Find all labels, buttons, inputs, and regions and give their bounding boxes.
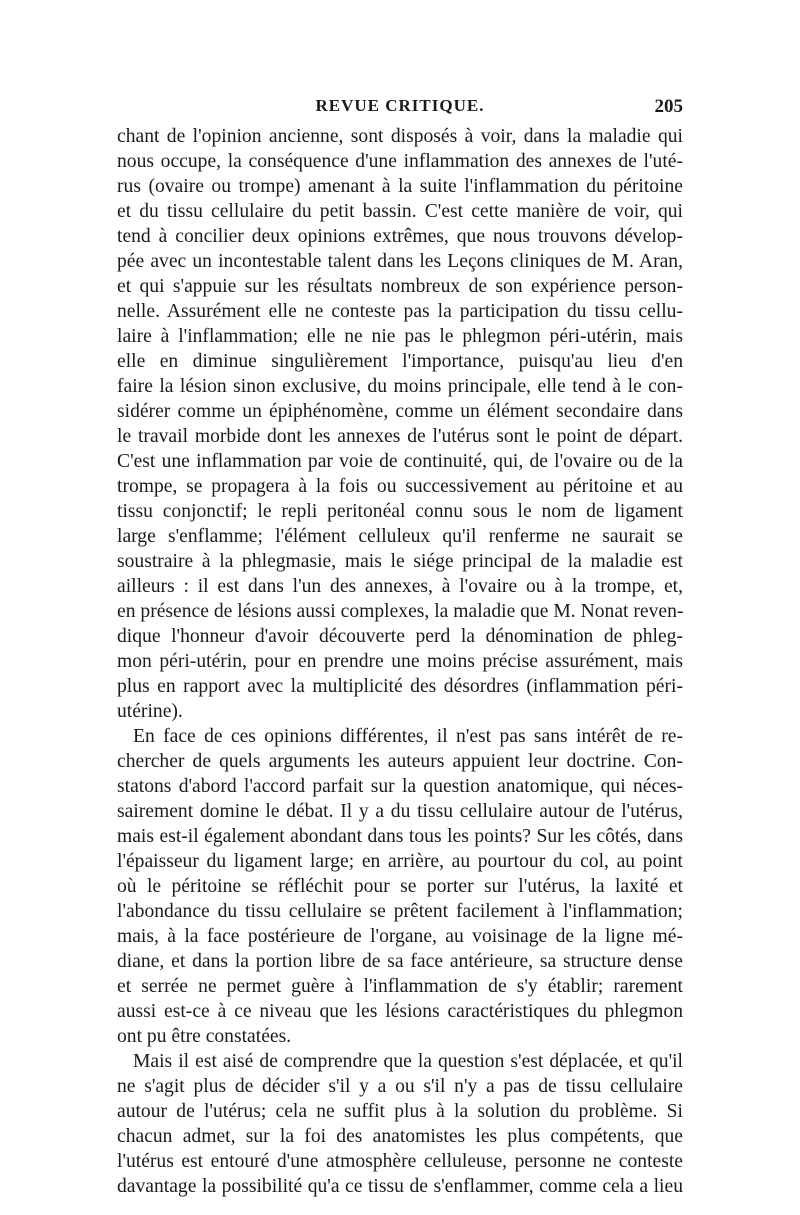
text-line: où le péritoine se réfléchit pour se porter sur l'utérus, la laxité et [117,876,683,897]
text-line: elle en diminue singulièrement l'importance, puisqu'au lieu d'en [117,351,683,372]
text-line: faire la lésion sinon exclusive, du moins principale, elle tend à le con- [117,376,683,397]
text-line: ne s'agit plus de décider s'il y a ou s'il n'y a pas de tissu cellulaire [117,1076,683,1097]
text-line: plus en rapport avec la multiplicité des désordres (inflammation péri- [117,676,683,697]
text-line: mais, à la face postérieure de l'organe, au voisinage de la ligne mé- [117,926,683,947]
text-line: large s'enflamme; l'élément celluleux qu'il renferme ne saurait se [117,526,683,547]
text-line: utérine). [117,701,183,722]
text-line: l'abondance du tissu cellulaire se prêtent facilement à l'inflammation; [117,901,683,922]
text-line: en présence de lésions aussi complexes, la maladie que M. Nonat reven- [117,601,683,622]
text-line: tend à concilier deux opinions extrêmes, que nous trouvons dévelop- [117,226,683,247]
running-title: REVUE CRITIQUE. [315,96,485,115]
text-line: dique l'honneur d'avoir découverte perd la dénomination de phleg- [117,626,683,647]
running-head [117,96,683,120]
text-line: l'épaisseur du ligament large; en arrière, au pourtour du col, au point [117,851,683,872]
text-line: et du tissu cellulaire du petit bassin. C'est cette manière de voir, qui [117,201,683,222]
text-line: rus (ovaire ou trompe) amenant à la suite l'inflammation du péritoine [117,176,683,197]
text-line: et qui s'appuie sur les résultats nombreux de son expérience person- [117,276,683,297]
text-line: En face de ces opinions différentes, il n'est pas sans intérêt de re- [133,726,683,747]
text-line: tissu conjonctif; le repli peritonéal connu sous le nom de ligament [117,501,683,522]
text-line: laire à l'inflammation; elle ne nie pas le phlegmon péri-utérin, mais [117,326,683,347]
text-line: Mais il est aisé de comprendre que la question s'est déplacée, et qu'il [133,1051,683,1072]
text-line: autour de l'utérus; cela ne suffit plus à la solution du problème. Si [117,1101,683,1122]
text-line: C'est une inflammation par voie de continuité, qui, de l'ovaire ou de la [117,451,683,472]
text-line: ont pu être constatées. [117,1026,292,1047]
text-line: chant de l'opinion ancienne, sont disposés à voir, dans la maladie qui [117,126,683,147]
text-line: l'utérus est entouré d'une atmosphère celluleuse, personne ne conteste [117,1151,683,1172]
text-line: chacun admet, sur la foi des anatomistes les plus compétents, que [117,1126,683,1147]
text-line: ailleurs : il est dans l'un des annexes, à l'ovaire ou à la trompe, et, [117,576,683,597]
text-line: nous occupe, la conséquence d'une inflammation des annexes de l'uté- [117,151,683,172]
text-line: pée avec un incontestable talent dans les Leçons cliniques de M. Aran, [117,251,683,272]
text-line: trompe, se propagera à la fois ou successivement au péritoine et au [117,476,683,497]
page-number: 205 [654,96,683,117]
text-line: nelle. Assurément elle ne conteste pas la participation du tissu cellu- [117,301,683,322]
text-line: sidérer comme un épiphénomène, comme un élément secondaire dans [117,401,683,422]
text-line: davantage la possibilité qu'a ce tissu de s'enflammer, comme cela a lieu [117,1176,683,1197]
text-line: soustraire à la phlegmasie, mais le siége principal de la maladie est [117,551,683,572]
text-line: mais est-il également abondant dans tous les points? Sur les côtés, dans [117,826,683,847]
text-line: mon péri-utérin, pour en prendre une moins précise assurément, mais [117,651,683,672]
text-line: diane, et dans la portion libre de sa face antérieure, sa structure dense [117,951,683,972]
text-line: sairement domine le débat. Il y a du tissu cellulaire autour de l'utérus, [117,801,683,822]
text-line: aussi est-ce à ce niveau que les lésions caractéristiques du phlegmon [117,1001,683,1022]
text-line: statons d'abord l'accord parfait sur la question anatomique, qui néces- [117,776,683,797]
text-line: et serrée ne permet guère à l'inflammation de s'y établir; rarement [117,976,683,997]
text-line: le travail morbide dont les annexes de l'utérus sont le point de départ. [117,426,683,447]
text-line: chercher de quels arguments les auteurs appuient leur doctrine. Con- [117,751,683,772]
